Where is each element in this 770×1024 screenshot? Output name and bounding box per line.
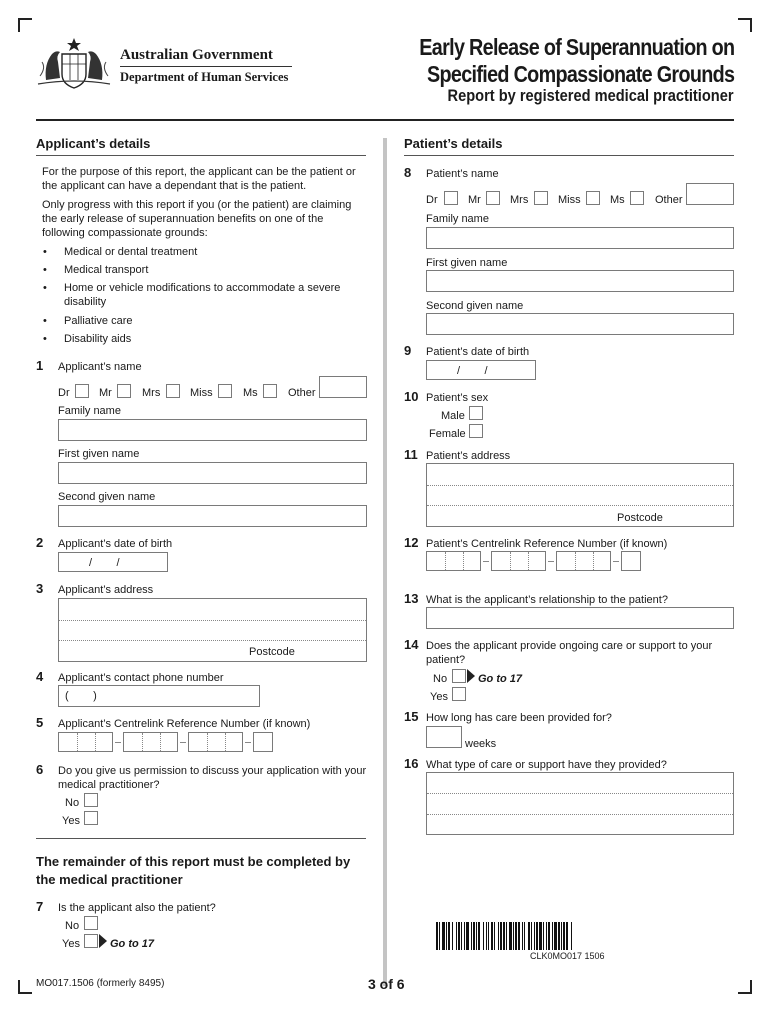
title-dr-label: Dr <box>58 387 70 399</box>
applicant-second-name-input[interactable] <box>58 505 367 527</box>
crn-segment[interactable] <box>188 732 243 752</box>
q13-label: What is the applicant’s relationship to the patient? <box>426 594 668 606</box>
address-line <box>427 505 733 506</box>
barcode-bar <box>436 922 438 950</box>
second-given-name-label: Second given name <box>58 491 156 503</box>
department-name: Department of Human Services <box>120 70 289 84</box>
ground-item: Home or vehicle modifications to accommodate a severe disability <box>64 282 341 308</box>
q12-label: Patient’s Centrelink Reference Number (if known) <box>426 538 668 550</box>
applicant-phone-input[interactable] <box>58 685 260 707</box>
q4-number: 4 <box>36 669 44 684</box>
crn-segment[interactable] <box>556 551 611 571</box>
address-line <box>59 640 366 641</box>
barcode-bar <box>442 922 445 950</box>
q10-label: Patient’s sex <box>426 392 489 404</box>
crn-segment[interactable] <box>426 551 481 571</box>
barcode-bar <box>539 922 542 950</box>
applicant-dob-input[interactable] <box>58 552 168 572</box>
q7-yes-label: Yes <box>62 938 80 950</box>
barcode-bar <box>571 922 572 950</box>
q9-number: 9 <box>404 343 412 358</box>
q7-label: Is the applicant also the patient? <box>58 902 216 914</box>
q5-number: 5 <box>36 715 44 730</box>
q6-no-label: No <box>65 797 80 809</box>
barcode-bar <box>494 922 495 950</box>
gov-divider <box>120 66 292 67</box>
crn-segment[interactable] <box>491 551 546 571</box>
title-line-1: Early Release of Superannuation on <box>418 34 734 60</box>
barcode-bar <box>543 922 544 950</box>
q15-label: How long has care been provided for? <box>426 712 612 724</box>
column-divider <box>383 138 387 986</box>
title-dr-checkbox[interactable] <box>75 384 89 398</box>
barcode-bar <box>563 922 565 950</box>
title-line-2: Specified Compassionate Grounds <box>426 61 734 87</box>
text-line <box>427 793 733 794</box>
p-title-other-input[interactable] <box>686 183 734 205</box>
patient-details-heading: Patient’s details <box>404 136 503 151</box>
remainder-heading: The remainder of this report must be completed by the medical practitioner <box>36 854 351 887</box>
barcode-bar <box>509 922 512 950</box>
q15-number: 15 <box>404 709 419 724</box>
q12-number: 12 <box>404 535 419 550</box>
applicant-family-name-input[interactable] <box>58 419 367 441</box>
q4-label: Applicant’s contact phone number <box>58 672 224 684</box>
q14-label: Does the applicant provide ongoing care or support to your patient? <box>426 640 713 666</box>
subtitle: Report by registered medical practitioner <box>448 86 734 105</box>
barcode-bar <box>503 922 505 950</box>
p-title-ms-checkbox[interactable] <box>630 191 644 205</box>
ground-item: Palliative care <box>64 315 133 327</box>
form-code: MO017.1506 (formerly 8495) <box>36 978 165 989</box>
p-title-miss-checkbox[interactable] <box>586 191 600 205</box>
barcode-bar <box>483 922 484 950</box>
crn-segment[interactable] <box>58 732 113 752</box>
date-separators: / / <box>457 365 488 377</box>
bullet: • <box>43 333 47 345</box>
title-ms-checkbox[interactable] <box>263 384 277 398</box>
barcode-bar <box>488 922 489 950</box>
applicant-address-input[interactable] <box>58 598 367 662</box>
barcode-bar <box>561 922 562 950</box>
barcode-bar <box>476 922 477 950</box>
barcode-bar <box>524 922 525 950</box>
q2-label: Applicant’s date of birth <box>58 538 173 550</box>
barcode-bar <box>464 922 465 950</box>
q10-number: 10 <box>404 389 419 404</box>
q16-label: What type of care or support have they provided? <box>426 759 667 771</box>
p-title-dr-checkbox[interactable] <box>444 191 458 205</box>
patient-first-name-input[interactable] <box>426 270 734 292</box>
title-miss-label: Miss <box>190 387 213 399</box>
page-number: 3 of 6 <box>368 976 405 992</box>
barcode-bar <box>566 922 568 950</box>
crop-mark-top-right <box>738 18 752 32</box>
q6-label: Do you give us permission to discuss your application with your medical practitioner? <box>58 765 367 791</box>
p-title-miss-label: Miss <box>558 194 581 206</box>
q5-label: Applicant’s Centrelink Reference Number (if known) <box>58 718 311 730</box>
q14-no-checkbox[interactable] <box>452 669 466 683</box>
barcode-bar <box>452 922 453 950</box>
barcode-bar <box>473 922 475 950</box>
title-other-label: Other <box>288 387 316 399</box>
barcode-bar <box>546 922 547 950</box>
q6-number: 6 <box>36 762 44 777</box>
barcode-bar <box>466 922 469 950</box>
title-mr-label: Mr <box>99 387 112 399</box>
q9-label: Patient’s date of birth <box>426 346 530 358</box>
p-title-mrs-label: Mrs <box>510 194 529 206</box>
p-family-name-label: Family name <box>426 213 489 225</box>
p-title-mrs-checkbox[interactable] <box>534 191 548 205</box>
address-line <box>59 620 366 621</box>
barcode-bar <box>506 922 507 950</box>
barcode-bar <box>513 922 514 950</box>
address-line <box>427 485 733 486</box>
intro-text-1: For the purpose of this report, the applicant can be the patient or the applicant can have a dependant that is the patient. <box>42 166 356 192</box>
title-mrs-checkbox[interactable] <box>166 384 180 398</box>
barcode-bar <box>528 922 530 950</box>
crn-segment[interactable] <box>253 732 273 752</box>
barcode-bar <box>498 922 499 950</box>
patient-dob-input[interactable] <box>426 360 536 380</box>
barcode-bar <box>536 922 538 950</box>
q6-no-checkbox[interactable] <box>84 793 98 807</box>
patient-address-input[interactable] <box>426 463 734 527</box>
text-line <box>427 814 733 815</box>
weeks-label: weeks <box>465 738 497 750</box>
title-other-input[interactable] <box>319 376 367 398</box>
barcode-bar <box>461 922 462 950</box>
ground-item: Medical or dental treatment <box>64 246 198 258</box>
barcode-bar <box>471 922 472 950</box>
relationship-input[interactable] <box>426 607 734 629</box>
barcode-bar <box>448 922 450 950</box>
barcode-bar <box>522 922 523 950</box>
title-ms-label: Ms <box>243 387 258 399</box>
female-label: Female <box>429 428 466 440</box>
care-type-input[interactable] <box>426 772 734 835</box>
q7-yes-checkbox[interactable] <box>84 934 98 948</box>
coat-of-arms-logo <box>34 36 114 92</box>
bullet: • <box>43 282 47 294</box>
title-mrs-label: Mrs <box>142 387 161 399</box>
go-to-arrow-icon <box>467 669 475 683</box>
patient-second-name-input[interactable] <box>426 313 734 335</box>
q14-number: 14 <box>404 637 419 652</box>
bullet: • <box>43 315 47 327</box>
barcode-bar <box>456 922 457 950</box>
q3-label: Applicant’s address <box>58 584 154 596</box>
applicant-heading-rule <box>36 155 366 156</box>
go-to-arrow-icon <box>99 934 107 948</box>
barcode-bar <box>531 922 532 950</box>
q3-number: 3 <box>36 581 44 596</box>
q6-yes-checkbox[interactable] <box>84 811 98 825</box>
date-separators: / / <box>89 557 120 569</box>
barcode-bar <box>486 922 487 950</box>
crop-mark-bottom-left <box>18 980 32 994</box>
q16-number: 16 <box>404 756 419 771</box>
p-title-mr-label: Mr <box>468 194 481 206</box>
q14-go-to-17: Go to 17 <box>478 673 523 685</box>
barcode <box>436 922 704 950</box>
barcode-bar <box>554 922 557 950</box>
barcode-bar <box>458 922 460 950</box>
crn-segment[interactable] <box>123 732 178 752</box>
q7-no-checkbox[interactable] <box>84 916 98 930</box>
intro-text-2: Only progress with this report if you (or the patient) are claiming the early release of superannuation benefits on one of the following compassionate grounds: <box>42 199 352 239</box>
q11-number: 11 <box>404 447 418 462</box>
barcode-bar <box>518 922 520 950</box>
barcode-bar <box>558 922 560 950</box>
applicant-first-name-input[interactable] <box>58 462 367 484</box>
family-name-label: Family name <box>58 405 121 417</box>
first-given-name-label: First given name <box>58 448 140 460</box>
crop-mark-top-left <box>18 18 32 32</box>
q13-number: 13 <box>404 591 419 606</box>
q14-yes-label: Yes <box>430 691 448 703</box>
p-title-dr-label: Dr <box>426 194 438 206</box>
q7-go-to-17: Go to 17 <box>110 938 155 950</box>
title-mr-checkbox[interactable] <box>117 384 131 398</box>
p-title-mr-checkbox[interactable] <box>486 191 500 205</box>
barcode-bar <box>491 922 493 950</box>
p-title-ms-label: Ms <box>610 194 625 206</box>
postcode-label: Postcode <box>249 646 295 658</box>
barcode-bar <box>548 922 550 950</box>
q14-yes-checkbox[interactable] <box>452 687 466 701</box>
gov-name: Australian Government <box>120 47 273 63</box>
bullet: • <box>43 264 47 276</box>
q8-number: 8 <box>404 165 412 180</box>
ground-item: Disability aids <box>64 333 132 345</box>
q1-number: 1 <box>36 358 44 373</box>
header-rule <box>36 119 734 121</box>
barcode-bar <box>515 922 517 950</box>
section-rule <box>36 838 366 839</box>
male-checkbox[interactable] <box>469 406 483 420</box>
patient-heading-rule <box>404 155 734 156</box>
postcode-label: Postcode <box>617 512 663 524</box>
ground-item: Medical transport <box>64 264 149 276</box>
male-label: Male <box>441 410 465 422</box>
bullet: • <box>43 246 47 258</box>
area-code-parens: ( ) <box>65 690 97 702</box>
crn-segment[interactable] <box>621 551 641 571</box>
barcode-bar <box>500 922 502 950</box>
female-checkbox[interactable] <box>469 424 483 438</box>
barcode-bar <box>446 922 447 950</box>
q2-number: 2 <box>36 535 44 550</box>
barcode-bar <box>439 922 440 950</box>
barcode-bar <box>552 922 553 950</box>
p-first-given-label: First given name <box>426 257 508 269</box>
q7-no-label: No <box>65 920 80 932</box>
q14-no-label: No <box>433 673 448 685</box>
applicant-details-heading: Applicant’s details <box>36 136 151 151</box>
care-duration-input[interactable] <box>426 726 462 748</box>
barcode-text: CLK0MO017 1506 <box>530 951 605 961</box>
barcode-bar <box>478 922 480 950</box>
crop-mark-bottom-right <box>738 980 752 994</box>
q8-label: Patient’s name <box>426 168 499 180</box>
q6-yes-label: Yes <box>62 815 80 827</box>
p-title-other-label: Other <box>655 194 683 206</box>
patient-family-name-input[interactable] <box>426 227 734 249</box>
q7-number: 7 <box>36 899 44 914</box>
p-second-given-label: Second given name <box>426 300 524 312</box>
title-miss-checkbox[interactable] <box>218 384 232 398</box>
q11-label: Patient’s address <box>426 450 511 462</box>
barcode-bar <box>534 922 535 950</box>
q1-label: Applicant’s name <box>58 361 142 373</box>
